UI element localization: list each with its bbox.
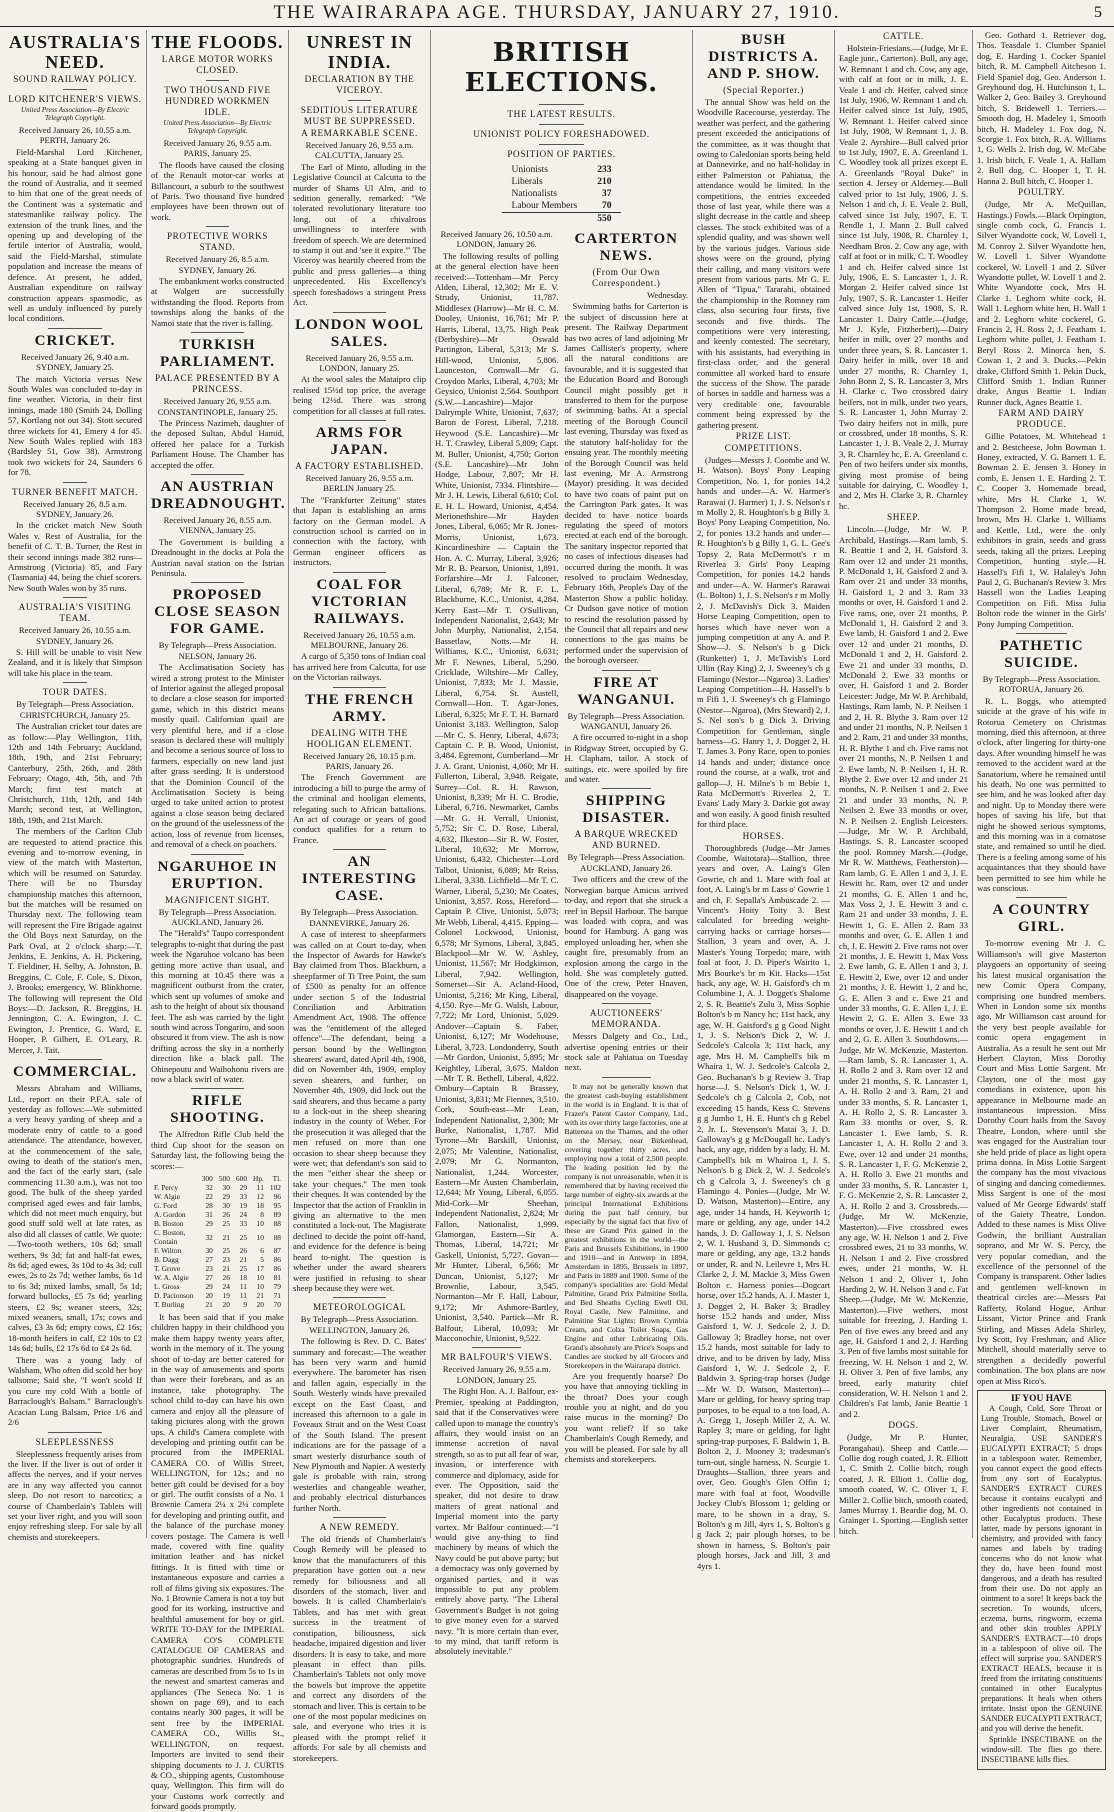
score-cell: 29 — [239, 1183, 248, 1193]
column-4 — [430, 30, 692, 1657]
party-name: Unionists — [511, 165, 548, 175]
shooter-name: W. A. Algie — [154, 1273, 189, 1283]
shooter-name: F. Percy — [154, 1183, 179, 1193]
shooter-name: G. Ford — [154, 1201, 177, 1211]
headline-rifle-shooting: RIFLE SHOOTING. — [170, 1093, 265, 1127]
score-cell: 10 — [256, 1273, 264, 1283]
article-body: The floods have caused the closing of the Renault motor-car works at Billancourt, a suburb to the southwest of Paris. Two thousand five hundred employees have been thrown out of work. — [151, 159, 284, 222]
dateline: Received January 26, 10.15 p.m. PARIS, January 26. — [303, 750, 416, 772]
wire-credit: United Press Association—By Electric Telegraph Copyright. — [163, 119, 272, 135]
divider — [48, 1432, 102, 1433]
table-row — [151, 1291, 284, 1300]
score-cell: 26 — [222, 1273, 230, 1283]
shooter-name: D. Pacionson — [154, 1291, 194, 1301]
headline-arms-for-japan: ARMS FOR JAPAN. — [315, 424, 404, 458]
dateline: Received January 26, 8.5 a.m. SYDNEY, January 26. — [23, 498, 127, 519]
score-cell: 9 — [243, 1300, 248, 1310]
dateline: By Telegraph—Press Association. ROTORUA, January 26. — [982, 673, 1101, 695]
party-positions-table — [502, 164, 622, 225]
headline-close-season: PROPOSED CLOSE SEASON FOR GAME. — [154, 587, 281, 638]
party-row — [502, 176, 622, 188]
score-cell: 31 — [205, 1210, 213, 1220]
score-cell: 21 — [205, 1300, 213, 1310]
article-body: The match Victoria versus New South Wales was concluded to-day in fine weather. Victoria, in their first innings, made 180 (Smith 24, Dolling 57, Kortlang not out 34). Stott secured three wickets for 41, Emery 4 for 45. New South Wales replied with 183 (Bardsley 51, Gow 38). Armstrong took two wickets for 24, Saunders 6 for 78. — [8, 373, 142, 478]
article-body: S. Hill will be unable to visit New Zealand, and it is likely that Simpson will take his place in the team. — [8, 647, 142, 678]
article-body: Gillie Potatoes, M. Whitehead 1 and 2. Bestcheese, John Bowman 1. Honey, extracted, V. G. Barnett 1. E. Bowman 2. E. Jensen 3. Honey in comb, E. Jensen 1. E. Harding 2. T. C. Cooper 3. Homemade bread, white, Mrs H. Clarke 1, W. Thompson 2. Home made bread, brown, Mrs H. Clarke 1. Williams and Kettle, Ltd., were the only exhibitors in grain, seeds and grass seeds, taking all the prizes. Leeping Competition, hunting style.—H. Hassell's Fifi 1, W. Halaley's John Paul 2, G. Buchanan's Review 3. Mrs Hassell won the Ladies Leaping Competition on Fifi. Miss Julia Bolton rode the winner in the Girls' Pony Jumping Competition. — [977, 431, 1106, 629]
dateline: By Telegraph—Press Association. AUCKLAND, January 26. — [158, 906, 277, 927]
subhead: A BARQUE WRECKED AND BURNED. — [574, 829, 678, 851]
divider — [602, 670, 651, 671]
score-cell: 32 — [205, 1183, 213, 1193]
dateline: Received January 26, 8.5 a.m. SYDNEY, January 26. — [165, 254, 270, 275]
score-cell: 89 — [273, 1210, 281, 1220]
article-body: The "Herald's" Taupo correspondent telegraphs to-night that during the past week the Ngaruhoe volcano has been getting more active than usual, and this morning at 10.45 there was a magnificent outburst from the crater, which sent up volumes of smoke and ash to the height of about six thousand feet. The ash was carried by the light south wind across Tongariro, and soon obscured it from view. The ash is now drifting across the sky in a northerly direction like a black pall. The Ohinepoutu and Waihohonu rivers are now a black swirl of water. — [151, 928, 284, 1084]
score-cell: 88 — [273, 1219, 281, 1229]
subhead: DECLARATION BY THE VICEROY. — [304, 74, 415, 95]
subhead: POSITION OF PARTIES. — [507, 149, 616, 159]
day: Wednesday. — [647, 290, 688, 300]
column-6 — [834, 30, 972, 1538]
ad-body: Sprinkle INSECTIBANE on the window-sill. The flies go there. INSECTIBANE kills flies. — [981, 1734, 1102, 1764]
dateline: Received January 26, 10.50 a.m. LONDON, January 26. — [440, 229, 553, 250]
party-seats: 37 — [601, 189, 612, 199]
headline-fire: FIRE AT WANGANUI. — [577, 674, 676, 708]
divider — [63, 482, 87, 483]
subhead: MR BALFOUR'S VIEWS. — [441, 1352, 553, 1363]
headline-french-army: THE FRENCH ARMY. — [305, 691, 414, 725]
dateline: Received January 26, 9.55 a.m. CALCUTTA, January 25. — [305, 140, 414, 161]
subhead: METEOROLOGICAL — [312, 1302, 407, 1313]
subhead: SLEEPLESSNESS — [35, 1436, 115, 1447]
score-cell: 18 — [256, 1201, 264, 1211]
score-cell: 26 — [239, 1246, 248, 1256]
divider — [48, 1059, 102, 1060]
dateline: By Telegraph—Press Association. CHRISTCHURCH, January 25. — [16, 699, 134, 720]
divider — [333, 312, 386, 313]
headline-shipping: SHIPPING DISASTER. — [582, 793, 671, 827]
article-body: A cargo of 5,350 tons of Indian coal has arrived here from Calcutta, for use on the Victorian railways. — [293, 651, 426, 683]
score-cell: 30 — [205, 1246, 213, 1256]
score-cell: 33 — [239, 1219, 248, 1229]
advertisement-balsam: There was a young lady of Walsham, Who often did scold her boy tallsome; Said she, "I won't scold If you cure my cold With a bottle of Barraclough's Balsam." Barraclough's Acacian Lung Balsam, Price 1/6 and 2/6 — [8, 1354, 142, 1428]
shooter-name: T. Grove — [154, 1264, 181, 1274]
shooter-name: T. Burling — [154, 1300, 185, 1310]
divider — [63, 89, 87, 90]
score-cell: 21 — [222, 1232, 230, 1242]
score-cell: 30 — [222, 1201, 230, 1211]
subhead: PALACE PRESENTED BY A PRINCESS. — [155, 373, 280, 395]
headline-pathetic-suicide: PATHETIC SUICIDE. — [999, 637, 1084, 671]
headline-british-elections: BRITISH ELECTIONS. — [464, 38, 659, 98]
party-seats: 233 — [597, 165, 612, 175]
table-row — [151, 1192, 284, 1201]
score-cell: 95 — [273, 1201, 281, 1211]
column-1 — [4, 30, 146, 1542]
divider — [333, 849, 386, 850]
dateline: By Telegraph—Press Association. WELLINGTON, January 26. — [300, 1314, 419, 1335]
newspaper-columns — [4, 30, 1110, 1812]
score-cell: 11 — [239, 1282, 248, 1292]
divider — [191, 474, 244, 475]
dateline: By Telegraph—Press Association. NELSON, January 26. — [158, 640, 277, 661]
dateline: Received January 26, 10.55 a.m. MELBOURNE, January 26. — [303, 629, 416, 650]
divider — [1016, 897, 1068, 898]
subhead: COMPETITIONS. — [724, 443, 803, 453]
table-row — [151, 1183, 284, 1192]
score-cell: 10 — [256, 1232, 264, 1242]
article-body: The following is Rev. D. C. Bates' summary and forecast:—The weather has been very warm and humid everywhere. The barometer has risen and fallen again, especially in the South. Westerly winds have prevailed except on the East Coast, and increased this afternoon to a gale in Foveaux Strait and on the West Coast of the South Island. The present indications are for the passage of a smart westerly disturbance south of New Plymouth and Napier. A westerly gale is probable with rain, strong westerlies and changeable weather, and probably electrical disturbances further North. — [293, 1336, 426, 1513]
page-number: 5 — [1094, 4, 1104, 21]
headline-cricket: CRICKET. — [34, 332, 116, 349]
table-row — [151, 1273, 284, 1282]
dateline: By Telegraph—Press Association. DANNEVIRKE, January 26. — [300, 907, 419, 928]
dateline: Received January 26, 9.40 a.m. SYDNEY, January 25. — [21, 351, 129, 373]
headline-ngaruhoe: NGARUHOE IN ERUPTION. — [157, 858, 278, 892]
subhead: (From Our Own Correspondent.) — [592, 267, 661, 288]
advertisement-sanders — [977, 1390, 1106, 1770]
score-cell: 79 — [273, 1282, 281, 1292]
column-3 — [288, 30, 430, 1763]
divider — [472, 1347, 521, 1348]
advertisement-cough: Are you frequently hoarse? Do you have that annoying tickling in the throat? Does your cough trouble you at night, and do you raise mucus in the morning? Do you want relief? If so take Chamberlain's Cough Remedy, and you will be pleased. For sale by all chemists and storekeepers. — [564, 1370, 688, 1465]
election-results: The following results of polling at the general election have been received:—Tottenham—Mr Percy Alden, Liberal, 12,302; Mr E. V. Strudy, Unionist, 11,787. Middlesex (Harrow)—Mr H. C. M. Dooley, Unionist, 16,761; Mr P. Harris, Liberal, 13,75. High Peak (Derbyshire)—Mr Oswald Partington, Liberal, 5,313; Mr S. Hill-wood, Unionist, 5,806. Launceston, Cornwall—Mr G. Croydon Marks, Liberal, 4,703; Mr Geysico, Unionist 2,564. Southport (S.W.—Lancashire)—Major Dalrymple White, Unionist, 7,637; Baron de Forest, Liberal, 7,218. Heywood (S.E. Lancashire)—Mr H. T. Crawley, Liberal 5,809; Capt. M. Buller, Unionist, 4,750; Gorton (S.E. Lancashire)—Mr John Hodge, Labour, 7,807; Mr H. White, Unionist, 7334. Flintshire—Mr J. H. Lewis, Liberal 6,610; Col. E. H. L. Howard, Unionist, 4,454. Merionethshire—Mr Hayden Jones, Liberal, 6,065; Mr R. Jones-Morris, Unionist, 1,673. Kincardineshire — Captain the Hon. A. C. Murray, Liberal, 3,926; Mr R. B. Pearson, Unionist, 1,891. Forfarshire—Mr J. Falconer, Liberal, 6,789; Mr R. F. L. Blackburne, K.C., Unionist, 4,284. Kerry East—Mr T. O'Sullivan, Independent Nationalist, 2,643; Mr John Murphy, Nationalist, 2,154. Bassetlaw, Notts.—Mr H. Williams, K.C., Unionist, 6,631; Mr F. Newnes, Liberal, 5,290. Cricklade, Wiltshire—Mr Calley, Unionist, 7,833; Mr J. Massie, Liberal, 6,754. St. Austell, Cornwall—Hon. T. Agar-Jones, Liberal, 6,325; Mr F. T. H. Barnard Unionist 3,183. Wellington, Salop—Mr C. S. Henry, Liberal, 4,673; Captain C. P. B. Wood, Unionist, 3,484. Egremont, Cumberland—Mr J. A. Grant, Unionist, 4,060; Mr H. Fullerton, Liberal, 3,948. Reigate, Surrey—Col. R. H. Rawson, Unionist, 8,339; Mr H. C. Brodie, Liberal, 6,716. Newmarket, Cambs—Mr G. H. Verrall, Unionist, 5,752; Sir C. D. Rose, Liberal, 4,632. Ilkeston—Sir R. W. Foster, Liberal, 10,632; Mr Morrow, Unionist, 6,432. Chichester—Lord Talbot, Unionist, 6,089; Mr Reiss, Liberal, 3,338. Lichfield—Mr T. C. Warner, Liberal, 5,230; Mr Coates, Unionist, 3,857. Ross, Hereford—Captain P. Clive, Unionist, 5,073; Mr Webb, Liberal, 4,415. Epping—Colonel Lockwood, Unionist, 6,578; Mr Symons, Liberal, 3,845. Blackpool—Mr W. W. Ashley, Unionist, 11,567; Mr Hodgkinson, Liberal, 7,942. Wellington, Somerset—Sir A. Acland-Hood, Unionist, 5,216; Mr King, Liberal, 4,150. Rye—Mr G. Walsh, Labour, 7,722; Mr Lord, Unionist, 5,029. Andover—Captain S. Faber, Unionist, 6,127; Mr Wodehouse, Liberal, 3,723. Londonderry, South—Mr Gordon, Unionist, 5,895; Mr Keightley, Liberal, 3,675. Maldon—Mr T. R. Bethell, Liberal, 4,822. Ombury—Captain R Brassey, Unionist, 3,831; Mr Fiennes, 3,510. Cork, South-east—Mr Lean, Independent Nationalist, 2,300; Mr Burke, Nationalist, 1,787. Mid Tyrone—Mr Barskill, Unionist, 2,075; Mr Valentine, Nationalist, 2,079; Mr G. Normanton, Nationalist, 1,244. Worcester, Eastern—Mr Austen Chamberlain, 12,644; Mr Young, Liberal, 6,055. Mid-Cork—Mr Sheehan, Independent Nationalist, 2,824; Mr Fallon, Nationalist, 1,999. Glamorgan, Eastern—Sir A. Thomas, Liberal, 14,721; Mr Gaskell, Unionist, 5,727. Govan—Mr Hunter, Liberal, 6,566; Mr Duncan, Unionist, 5,127; Mr Brownlie, Labour, 3,545. Normanton—Mr F. Hall, Labour, 9,172; Mr Ashmore-Bartley, Unionist, 3,540. Partick—Mr R. Balfour, Liberal, 10,093; Mr Macconochie, Unionist, 9,522. — [435, 250, 559, 1344]
subhead: PRIZE LIST. — [735, 431, 792, 441]
score-cell: 21 — [256, 1291, 264, 1301]
advertisement-camera: It has been said that if you make children happy in their childhood you make them happy twenty years after, worth in the memory of it. The young shoot of to-day are better catered for in the way of amusements and sports than were their forebears, and as an instance, take photography. The school child to-day can have his own camera and enjoy all the pleasure of taking pictures along with the grown ups. A child's Camera complete with developing and printing outfit can be procured from the IMPERIAL CAMERA CO. of Willis Street, WELLINGTON, for 12s.; and no better gift could be devised for a boy or girl. The outfit consists of a No. 1 Brownie Camera 2¼ x 2¼ complete for developing and printing outfit, and the balance of the purchase money covers postage. The Camera is well made, covered with fine quality imitation leather and has nickel fittings. It is fitted with time or instantaneous exposure and carries a roll of films giving six exposures. The No. 1 Brownie Camera is not a toy but good for its working, instructive and healthful amusement for boy or girl. WRITE TO-DAY for the IMPERIAL CAMERA CO'S COMPLETE CATALOGUE OF CAMERAS and photographic sundries. Hundreds of cameras are described from 5s to 1s in the newest and smartest cameras and appliances (The Seneca No. 1 is shown on page 69), and to each contains nearly 300 pages, it will be sent free by the IMPERIAL CAMERA CO., Willis St., WELLINGTON, on request. Importers are invited to send their shipping documents to J. J. CURTIS & CO., shipping agents, Customhouse quay, Wellington. This firm will do your Customs work correctly and forward goods promptly. — [151, 1312, 284, 1812]
article-body: The Australian cricket tour dates are as follow:—Play Wellington, 11th, 12th and 14th February; Auckland, 18th, 19th, and 21st February; Canterbury, 25th, 26th, and 28th February; Otago, 4th, 5th, and 7th March; first test match at Christchurch, 11th, 12th, and 14th March; second test, at Wellington, 18th, 19th, and 21st March. — [8, 721, 142, 825]
score-cell: 10 — [256, 1219, 264, 1229]
subhead: DOGS. — [888, 1420, 919, 1431]
shooter-name: A. Gordon — [154, 1210, 186, 1220]
divider — [191, 1088, 244, 1089]
score-cell: 21 — [222, 1264, 230, 1274]
party-row — [502, 164, 622, 176]
article-body: A fire occurred to-night in a shop in Ridgway Street, occupied by G. H. Clapham, tailor. A stock of suitings, etc. were spoiled by fire and water. — [564, 732, 688, 785]
shooter-name: C. Boston, Contain — [154, 1228, 186, 1247]
shooter-name: L. Gross — [154, 1282, 180, 1292]
subhead: CATTLE. — [883, 31, 924, 41]
divider — [1016, 633, 1068, 634]
ad-heading: IF YOU HAVE — [1011, 1393, 1072, 1404]
article-body: The Alfredton Rifle Club held the third Cup shoot for the season on Saturday last, the following being the scores:— — [151, 1129, 284, 1171]
score-cell: 25 — [239, 1232, 248, 1242]
subhead: MAGNIFICENT SIGHT. — [165, 894, 270, 905]
divider — [602, 1077, 651, 1078]
score-cell: 70 — [273, 1300, 281, 1310]
divider — [333, 572, 386, 573]
divider — [191, 582, 244, 583]
ad-body: A Cough, Cold, Sore Throat or Lung Trouble, Stomach, Bowel or Liver Complaint, Rheumatism, Neuralgia, USE SANDER'S EUCALYPTI EXTRACT; 5 drops in a tablespoon water. Remember, you cannot expect the good effects from any sort of Eucalyptus. SANDER'S EXTRACT CURES because it contains eucalypti and other ingredients not contained in other Eucalyptus products. These latter, made by persons ignorant in chemistry, and provided with fancy names and labels by trading concerns who do not know what they do, have been found most dangerous, and a death has resulted from their use. Do not apply an ointment to a sore! It keeps back the secretion. To wounds, ulcers, eczema, burns, ringworm, eczema and other skin troubles APPLY SANDER'S EXTRACT—10 drops in a tablespoon of olive oil. The effect will surprise you. SANDER'S EXTRACT HEALS, because it is freed from the irritating constituents contained in other Eucalyptus preparations. It heals when others irritate. Insist upon the GENUINE SANDER EUCALYPTI EXTRACT, and you will derive the benefit. — [981, 1403, 1102, 1733]
party-seats: 70 — [601, 201, 612, 211]
score-cell: 27 — [205, 1255, 213, 1265]
score-cell: 10 — [256, 1282, 264, 1292]
shooter-name: B. Boston — [154, 1219, 184, 1229]
table-row — [151, 1246, 284, 1255]
table-row — [151, 1201, 284, 1210]
article-body: (Judge, Mr A. McQuillan, Hastings.) Fowls.—Black Orpington, single comb cock, G. Francis 1. Silver Wyandotte cock, W. Lovell 1, M. Conroy 2. Silver Wyandotte hen, W. Lovell 1. Silver Wyandotte cockerel, W. Lovell 1 and 2. Silver Wyandotte pullet, W. Lovell 1 and 2. White Wyandotte cock, Mrs H. Clarke 1. Leghorn white cock, H. Wall 1. Leghorn white hen, H. Wall 1 and 2. Leghorn white cockerel, G. Francis 2, H. Ross 2, J. Featham 1. Leghorn white pullet, J. Featham 1. Beryl Ross 2. Minorca hen, S. Cowan 1, 2 and 3. Ducks.—Pekin drake, Clifford Smith 1. Pekin Duck, Clifford Smith 1. Indian Runner drake, Angus Beattie 1. Indian Runner duck, Agnes Beattie 1. — [977, 199, 1106, 407]
subhead: PROTECTIVE WORKS STAND. — [166, 231, 269, 253]
subhead: DEALING WITH THE HOOLIGAN ELEMENT. — [306, 727, 413, 749]
headline-turkish-parliament: TURKISH PARLIAMENT. — [159, 337, 276, 371]
scores-header-cell: Tl. — [272, 1174, 281, 1184]
wire-credit: United Press Association—By Electric Telegraph Copyright. — [21, 106, 129, 122]
score-cell: 17 — [256, 1264, 264, 1274]
shooter-name: B. Dagg — [154, 1255, 179, 1265]
article-body: The "Frankfurter Zeitung" states that Japan is establishing an arms factory on the German model. A construction school is carried on in connection with the factory, with German engineer officers as instructors. — [293, 494, 426, 568]
subhead: A FACTORY ESTABLISHED. — [295, 460, 424, 471]
score-cell: 11 — [256, 1183, 264, 1193]
divider — [333, 1297, 386, 1298]
score-cell: 19 — [239, 1201, 248, 1211]
headline-unrest-in-india: UNREST IN INDIA. — [306, 32, 413, 72]
party-name: Liberals — [511, 177, 543, 187]
subhead: LARGE MOTOR WORKS CLOSED. — [161, 54, 274, 75]
divider — [206, 80, 230, 81]
table-row — [151, 1210, 284, 1219]
score-cell: 88 — [273, 1232, 281, 1242]
dateline: By Telegraph—Press Association. WANGANUI, January 26. — [567, 710, 685, 732]
article-body: Messrs Abraham and Williams, Ltd., report on their P.F.A. sale of yesterday as follows:—We submitted a very heavy yarding of sheep and a moderate entry of cattle to a good attendance. The attendance, however, at the commencement of the sale, owing to death of the station's men, and the fact of the early start, (sale commencing 11.30 a.m.), was not too good. The bulk of the sheep yarded comprised aged ewes and fair lambs, which did not meet much enquiry, but good stuff sold well at late rates, as also did all classes of cattle. We quote:—Two-tooth wethers, 10s 6d; small wethers, 9s 3d; fat and half-fat ewes, 8s 6d; aged ewes, 3s 10d to 4s 3d; cull ewes, 2s to 2s 7d; wether lambs, 6s 1d to 6s 3d; mixed lambs, small, 5s 1d; forward bullocks, £5 7s 6d; yearling steers, £2 9s; weaner steers, 32s; mixed weaners, small, 17s; cows and calves, £3 3s 6d; empty cows, £2 16s; 18-month heifers in calf, £2 10s to £2 14s 6d; bulls, £2 17s 6d to £4 2s 6d. — [8, 1083, 142, 1354]
divider — [348, 100, 372, 101]
headline-country-girl: A COUNTRY GIRL. — [992, 902, 1091, 936]
article-body: In the cricket match New South Wales v. Rest of Australia, for the benefit of C. T. B. Turner, the Rest in their second innings made 382 runs—Armstrong (Victoria) 85, and Fary (Tasmania) 44, being the chief scorers. New South Wales won by 35 runs. — [8, 520, 142, 593]
article-body: Swimming baths for Carterton is the subject of discussion here at present. The Railway Department has two acres of land adjoining Mr James Callister's property, where all the natural conditions are favourable, and it is suggested that the Education Board and Borough Council might possibly get it transferred to them for the purpose of swimming baths. At a special meeting of the Borough Council last evening, Thursday was fixed as the statutory half-holiday for the ensuing year. The monthly meeting of the Borough Council was held last evening, Mr A. Armstrong (Mayor) presiding. It was decided to have two coats of paint put on the Carrington Park gates. It was decided to have notice boards regulating the speed of motors erected at each end of the borough. The sanitary inspector reported that no cases of infectious diseases had occurred during the month. It was resolved to proclaim Wednesday, February 16th, People's Day of the Masterton Show a public holiday. Cr Dudson gave notice of motion to rescind the resolution passed by the Council that all repairs and new connections to the gas mains be performed under the supervision of the borough overseer. — [564, 301, 688, 666]
subhead: A REMARKABLE SCENE. — [301, 128, 418, 138]
dateline: Received January 26, 9.55 a.m. LONDON, January 25. — [442, 1364, 551, 1385]
score-cell: 25 — [222, 1246, 230, 1256]
dateline: Received January 26, 10.55 a.m. SYDNEY, January 26. — [18, 625, 132, 646]
article-body: The Right Hon. A. J. Balfour, ex-Premier, speaking at Paddington, said that if the Conservatives were called upon to manage the country's affairs, they would insist on an immense accretion of naval strength, so as to put all fear of war, invasion, or interference with commerce and diplomacy, aside for ever. The Opposition, said the speaker, did not desire to draw matters of great national and Imperial moment into the party vortex. Mr Balfour continued:—"I would give any-thing to find machinery by means of which the Navy could be put above party; but a democracy was only governed by organised parties, and it was impossible to put any problem entirely above party. "The Liberal Government's Budget is not going to give money even for a starved navy. "It is more certain than ever, to my mind, that tariff reform is absolutely inevitable." — [435, 1386, 559, 1657]
score-cell: 11 — [239, 1291, 248, 1301]
scores-header-cell: Hp. — [253, 1174, 264, 1184]
score-cell: 81 — [273, 1273, 281, 1283]
shooter-name: W. Algie — [154, 1192, 181, 1202]
article-body: Geo. Gothard 1. Retriever dog, Thos. Teasdale 1. Clumber Spaniel dog, E. Harding 1. Cocker Spaniel bitch, R. M. Campbell Aitcheson 1. Field Spaniel dog, Geo. Anderson 1. Greyhound dog, H. Hutchinson 1, L. Walker 2, Geo. Bailey 3. Greyhound bitch, S. Bridewell 1. Terriers.—Smooth dog, H. Madeley 1, Smooth bitch, H. Madeley 1. Fox dog, N. Scorgie 1. Fox bitch, R. A. Williams 1, G. Wells 2. Irish dog, W. McCabe 1. Irish bitch, F. Veale 1, A. Hallam 2. Bull dog, C. Hooper 1, T. H. Hanna 2. Bull bitch, C. Hooper 1. — [977, 30, 1106, 186]
total-seats: 550 — [587, 213, 621, 226]
dateline: Received January 26, 9.55 a.m. PARIS, January 25. — [163, 138, 272, 159]
score-cell: 29 — [222, 1192, 230, 1202]
article-body: At the wool sales the Mataipro clip realised 15½d top price, the average being 12½d. There was strong competition for all classes at full rates. — [293, 374, 426, 416]
subhead: TOUR DATES. — [42, 687, 108, 698]
headline-wool-sales: LONDON WOOL SALES. — [295, 316, 424, 350]
elections-right — [565, 229, 689, 1658]
headline-commercial: COMMERCIAL. — [13, 1064, 137, 1081]
divider — [539, 104, 585, 105]
score-cell: 25 — [239, 1264, 248, 1274]
score-cell: 32 — [205, 1232, 213, 1242]
score-cell: 28 — [205, 1201, 213, 1211]
article-body: The members of the Carlton Club are requested to attend practice this evening and to-morrow evening, in view of the match with Masterton, which will be resumed on Saturday. There will be no Thursday championship matches this afternoon, but the matches will be resumed on Thursday next. The following team will represent the Fire Brigade against the Old Boys next Saturday, on the Park Oval, at 2 o'clock sharp:—T. Jenkins, E. Jenkins, A. H. Pickering, T. Fieldiner, H. Selby, A. Johnston, B. Breggins, C. Cole, F. Cole, S. Dixon, J. Brooks; emergency, W. Blinkhorne. The following will represent the Old Boys:—D. Jackson, R. Breggins, H. Jennington, C. A. Ewington, J. C. Ewington, J. Prentice, G. Ward, E. Hooper, P. Gilbert, E. O'Leary, R. Mercer, J. Tait. — [8, 826, 142, 1055]
score-cell: 24 — [239, 1210, 248, 1220]
column-5 — [692, 30, 834, 1571]
subhead: HORSES. — [742, 830, 785, 841]
score-cell: 33 — [239, 1192, 248, 1202]
score-cell: 86 — [273, 1255, 281, 1265]
masthead-title: THE WAIRARAPA AGE. THURSDAY, JANUARY 27, 1910. — [273, 2, 841, 23]
article-body: (Judge, Mr P. Hunter, Porangahau). Sheep and Cattle.—Collie dog rough coated, J. R. Elliott 1, C. Smith 2. Collie bitch, rough coated, J. R. Elliott 1. Collie dog, smooth coated, W. C. Oliver 1, F. Miller 2. Collie bitch, smooth coated, James Murray 1. Beardie dog, M. O. Grainger 1. Sporting.—English setter bitch. — [839, 1432, 968, 1536]
score-cell: 23 — [205, 1264, 213, 1274]
headline-the-floods: THE FLOODS. — [151, 32, 284, 52]
subhead: TWO THOUSAND FIVE HUNDRED WORKMEN IDLE. — [164, 85, 271, 117]
table-row — [151, 1264, 284, 1273]
dateline: Received January 26, 9.55 a.m. CONSTANTINOPLE, January 25. — [157, 396, 278, 417]
score-cell: 24 — [222, 1282, 230, 1292]
divider — [602, 788, 651, 789]
article-body: Lincoln.—(Judge, Mr W. P. Archibald, Hastings.—Ram lamb, S. R. Beattie 1 and 2, H. Gaisford 3. Ram over 12 and under 21 months, P. McDonald 1, H. Gaisford 2 and 3. Ram over 21 and under 33 months, H. Gaisford 1, 2 and 3. Ram 33 months or over, H. Gaisford 1 and 2. Five rams, one, over 21 months, P. McDonald 1, H. Gaisford 2 and 3. Ewe lamb, H. Gaisford 1 and 2. Ewe over 12 and under 21 months, D. McDonald 1 and 2, H. Gaisford 2. Ewe 21 and under 33 months, D. McDonald 2. Ewe 33 months or over, H. Gaisford 1 and 2. Border Leicester: Judge, Mr W. P. Archibald, Hastings, Ram lamb, N. P. Neilsen 1 and 2, H. R. Blythe 3. Ram over 12 and under 21 months, N. P. Neilsen 1 and 2. Ram, 21 and under 33 months, H. R. Blythe 1 and ch. Five rams not over 21 months, N. P. Neilsen 1 and 2. Ewe lamb, N. P. Neilsen 1, H. R. Blythe 2. Ewe over 12 and under 21 months, N. P. Neilsen 1 and 2. Ewe 21 and under 33 months, N. P. Neilsen 2. Ewe 33 months or over, N. P. Neilsen 2. English Leicesters.—Judge, Mr W. P. Archibald, Hastings. S. R. Lancaster scooped the pool. Romney Marsh.—(Judge, Mr R. W. Matthews, Featherston)—Ram lamb, G. E. Allen 1 and 3, J. E. Hewitt hc. Ram, over 12 and under 21 months, G. E. Allen 1 and hc, Max Voss 2, J. E. Hewitt 3 and c. Ram 21 and under 33 months, J. E. Hewitt 1, G. E. Allen 2. Ram 33 months and over, G. E. Allen 1 and ch, J. E. Hewitt 2. Five rams not over 21 months, J. E. Hewitt 1, Max Voss 2. Ewe lamb, G. E. Allen 1 and 3, J. E. Hewitt 2, Ewe, over 12 and under 21 months, J. E. Hewitt 1, 2 and hc, G. E. Allen 3 and c. Ewe 21 and under 33 months, G. E. Allen 1, J. E. Hewitt 2, G. E. Allen 3. Ewe 33 months or over, J. E. Hewitt 1 and ch and 2, G. E. Allen 3. Southdowns.—Judge, Mr W. McKenzie, Masterton.—Ram lamb, S. R. Lancaster 1, A. H. Rollo 2 and 3. Ram over 12 and under 21 months, S. R. Lancaster 1, A. H. Rollo 2 and 3. Ram, 21 and under 33 months, S. R. Lancaster 1, A. H. Rollo 2, S. R. Lancaster 3. Ram 33 months or over, S. R. Lancaster 1. Ewe lamb, S. R. Lancaster 1, A. H. Rollo 2 and 3. Ewe, over 12 and under 21 months, S. R. Lancaster 1, F. G. McKenzie 2, A. H. Rollo 3. Ewe 21 months and under 33 months, S. R. Lancaster 1, F. G. McKenzie 2, S. R. Lancaster 2, A. H. Rollo 2 and 3. Crossbreds.—(Judge, Mr W. McKenzie, Masterton).—Five crossbred ewes any age, W. H. Nelson 1 and 2. Five crossbred ewes, 21 to 33 months, W. H. Nelson 1 and 2. Five crossbred ewes, under 21 months, W. H. Nelson 1 and 2, Oliver 1, John Harding 2, W. H. Nelson 3 and c. Fat Sheep.—(Judge, Mr W. McKenzie, Masterton).—Five wethers, most suitable for freezing, J. Harding 1. Pen of five ewes any breed and any age, H. Gaisford 1 and 2, J. Harding 3. Pen of five lambs most suitable for freezing, W. H. Nelson 1 and 2, W. H. Oliver 3. Pen of five lambs, any breed, early maturity chief consideration, W. H. Nelson 1 and 2. Children's Fat lamb, Janie Beattie 1 and 2. — [839, 524, 968, 1419]
article-body: R. L. Boggs, who attempted suicide at the grave of his wife in Rotorua Cemetery on Christmas morning, died this afternoon, at three o'clock, after lingering for thirty-one days. After wounding himself he was removed to the accident ward at the Sanatorium, where he remained until his death. No one was permitted to see him, and he was looked after day and night. Up to Monday there were hopes of saving his life, but that night he showed serious symptoms, and this morning was in a comatose state, and remained so until he died. There is a feeling among some of his acquaintances that they should have been permitted to see him while he was conscious. — [977, 695, 1106, 894]
article-body: The annual Show was held on the Woodville Racecourse, yesterday. The weather was perfect, and the gathering present exceeded the anticipations of the committee, as it was thought that owing to Caledonian sports being held at Dannevirke, and no half-holiday in either Palmerston or Pahiatua, the attendance would be limited. In the competitions, the entries exceeded those of last year, while there was a slight decrease in the cattle and sheep classes. The stock exhibited was of a splendid quality, and was shown well by the various judges. Various side shows were on the ground, plying their calling, and many visitors were present from various parts. Mr G. E. Allen of "Tipua," Tararahi, obtained the championship in the Romney ram class, also securing four firsts, five seconds and five thirds. The competitions were very interesting, and keenly contested. The secretary, with his assistants, had everything in first-class order, and the general committee all worked hard to ensure the success of the Show. The parade of horses in saddle and harness was a very creditable one, favourable comment being expressed by the gathering present. — [697, 97, 830, 430]
divider — [602, 1003, 651, 1004]
elections-body — [435, 229, 688, 1658]
article-body: Field-Marshal Lord Kitchener, speaking at a State banquet given in his honour, said he had almost gone the round of Australia, and it seemed to him that one of the great needs of the Continent was a systematic and statesmanlike railway policy. The extension of the trunk lines, and the opening up and developing of the fertile interior of Australia, would, said the Field-Marshal, stimulate population and increase the means of defence. At present, he added, Australian expenditure on railway construction appears spasmodic, as well as unduly influenced by purely local conditions. — [8, 146, 142, 324]
subhead: (Special Reporter.) — [723, 85, 804, 95]
subhead: FARM AND DAIRY PRODUCE. — [998, 408, 1085, 430]
elections-left — [435, 229, 559, 1658]
subhead: TURNER BENEFIT MATCH. — [11, 486, 138, 497]
scores-header-cell: 500 — [218, 1174, 230, 1184]
subhead: AUSTRALIA'S VISITING TEAM. — [18, 602, 132, 624]
headline-carterton: CARTERTON NEWS. — [574, 231, 679, 264]
score-cell: 20 — [256, 1300, 264, 1310]
divider — [333, 687, 386, 688]
article-body: A case of interest to sheepfarmers was called on at Court to-day, when the Inspector of Awards for Hawke's Bay claimed from Thos. Blackburn, a sheepfarmer of Ti Tree Point, the sum of £500 as penalty for an offence under section 5 of the Industrial Conciliation and Arbitration Amendment Act, 1908. The offence was the "entitlement of the alleged offence"—The defendant, being a person bound by the Wellington shearers' award, dated April 4th, 1908, did on November 4th, 1909, employ seven shearers, and further, on November 4th, 1909, did lock out the said shearers, and thus became a party to a lock-out in the sheep shearing industry in the county of Weber. For the prosecution it was alleged that the men refused on more than one occasion to shear sheep because they were wet; that defendant's son said to the men "either shear the sheep or take your cheques." The men took their cheques. It was contended by the Inspector that the action of Franklin in giving an alternative to the men constituted a lock-out. The Magistrate declined to decide the point off-hand, and evidence for the defence is being heard to-night. The question is whether under the award shearers were justified in refusing to shear sheep because they were wet. — [293, 929, 426, 1293]
masthead — [0, 0, 1114, 27]
divider — [333, 1517, 386, 1518]
score-cell: 30 — [222, 1183, 230, 1193]
score-cell: 21 — [239, 1255, 248, 1265]
dateline: By Telegraph—Press Association. AUCKLAND, January 26. — [567, 852, 685, 873]
divider — [206, 226, 230, 227]
score-cell: 86 — [273, 1264, 281, 1274]
divider — [191, 332, 244, 333]
score-cell: 5 — [260, 1255, 264, 1265]
score-cell: 29 — [205, 1219, 213, 1229]
subhead: SHEEP. — [887, 512, 920, 523]
score-cell: 87 — [273, 1246, 281, 1256]
divider — [63, 682, 87, 683]
article-body: The Acclimatisation Society has wired a strong protest to the Minister of Interior against the alleged proposal to declare a close season for imported game, which in this district means mostly quail. Californian quail are very plentiful here, and if a close season is declared these will multiply and become a serious source of loss to farmers, especially on new land just after grass seeding. It is understood that the Dominion Council of the Acclimatisation Society is being urged to take united action to protest against a close season being declared on the ground of the uselessness of the action, loss of revenue from licenses, and removal of a check on poachers. — [151, 662, 284, 850]
article-body: To-morrow evening Mr J. C. Williamson's will give Masterton playgoers an opportunity of seeing his latest musical organisation the new Comic Opera Company, comprising one hundred members. When in London some six months ago, Mr Williamson cast around for the very best people available for comic opera engagement in Australia. As a result he sent out Mr Herbert Clayton, Miss Dorothy Court and Miss Lottie Sargent. Mr Clayton, one of the most gay comedians in existence, upon his appearance in Melbourne made an instantaneous impression. Miss Dorothy Court hails from the Savoy Theatre, London, where until she was engaged for the Australian tour she held pride of place as light opera prima donna. In Miss Lottie Sargent the company has the most vivacious of singing and dancing comediennes. Miss Sargent is one of the most valued of Mr George Edwards' staff of the Gaiety Theatre, London. Added to these names is Miss Olive Godwin, the brilliant Australian soprano, and Mr W. S. Percy, the very popular comedian, and the excellence of the personnel of the Company is transparent. Other ladies and gentlemen well-known in theatrical circles are:—Messrs Pat Rafferty, Roland Hogue, Arthur Lissant, Victor Prince and Frank Stirling, and Misses Adela Shirley, Ivy Scott, Ivy Freshman, and Alice Mitchell, should materially serve to strengthen a decidedly powerful combination. The box plans are now open at Miss Rico's. — [977, 938, 1106, 1386]
divider — [48, 328, 102, 329]
party-seats: 210 — [597, 177, 612, 187]
score-cell: 12 — [256, 1192, 264, 1202]
advertisement-remedy: The old friends of Chamberlain's Cough Remedy will be pleased to know that the manufacturers of this preparation have gotten out a new remedy for biliousness and all disorders of the stomach, liver and bowels. It is called Chamberlain's Tablets, and has met with great success in the treatment of constipation, biliousness, sick headache, impaired digestion and liver disorders. It is easy to take, and more pleasant in effect than pills. Chamberlain's Tablets not only move the bowels but improve the appetite and correct any disorders of the stomach and liver. This is certain to be one of the most popular medicines on sale, and everyone who tries it is pleased with the prompt relief it affords. For sale by all chemists and storekeepers. — [293, 1534, 426, 1763]
article-body: The Government is building a Dreadnought in the docks at Pola the Austrian naval station on the Istrian Peninsula. — [151, 536, 284, 578]
table-row — [151, 1255, 284, 1264]
subhead: POULTRY. — [1018, 187, 1065, 198]
divider — [191, 854, 244, 855]
scores-header-cell: 600 — [235, 1174, 248, 1184]
table-row — [151, 1219, 284, 1228]
score-cell: 6 — [260, 1246, 264, 1256]
divider — [539, 124, 585, 125]
article-body: The French Government are introducing a bill to purge the army of the criminal and hooligan elements, relegating such to African battalions. An act of courage or years of good conduct qualifies for a return to France. — [293, 772, 426, 845]
article-body: Holstein-Friesians.—(Judge, Mr E. Eagle junr., Carterton). Bull, any age, W. Remnant 1 and ch. Cow, any age, with calf at foot or in milk, J. E. Veale 1 and ch. Heifer, calved since 1st July, 1906, W. Remnant 1 and ch. Heifer calved since 1st July, 1905, W. Remnant 1. Heifer calved since 1st July, 1908, W Remnant 1, J. B. Veale 2. Ayrshire—Bull calved prior to 1st July, 1907, E. A. Greenland 1. C. Woodley took all prizes except E. A. Greenlands "Royal Duke" in section 4. Jersey or Alderney.—Bull calved prior to 1st July, 1906, J. S. Nelson 1 and ch, J. E. Veale 2. Bull, calved since 1st July, 1907, E. T. Rendle 1, J. Mann 2. Bull calved since 1st July, 1908, R. Charnley 1, Needham Bros. 2. Cow any age, with calf at foot or in milk, C. T. Woodley 1 and ch. Heifer calved since 1st July, 1906, E. S. Lancaster 1, J. R. Morgan 2. Heifer calved since 1st July, 1907, S. R. Lancaster 1. Heifer calved since July 1st, 1908, S. R. Lancaster 1. Dairy Cattle.—(Judge, Mr J. Kyle, Fitzherbert),—Dairy heifer in milk, over 27 months and under three years, S. R. Lancaster 1. Dairy heifer in milk, over 18 and under 27 months, R. Charnley 1, John Bonn 2, S. R. Lancaster 3, Mrs H. Clarke c. Two crossbred dairy heifers, not in milk, under two years, S. R. Lancaster 1, John Murray 2. Two dairy heifers not in milk, pure or crossbred, under 18 months, S. R. Lancaster 1, J. B. Veale 2, J. Murray 3, R. Charnley hc, E. A. Greenland c. Pen of two heifers under six months, giving most promise of being suitable for dairying, C. Woodley 1, and 2, Mrs H. Clarke 3, R. Charnley hc. — [839, 43, 969, 511]
article-body: (Judges—Messrs J. Coombe and W. H. Watson). Boys' Pony Leaping Competition, No. 1, for ponies 14.2 hands and under—A. W. Harmer's Rarawai (J. Harmer) 1, J. S. Nelson's r m Molly 2, R. Houghton's b g Billy 3. Boys' Pony Leaping Competition, No. 2, for ponies 13.2 hands and under—R. Houghton's b g Billy 1, G. L. Gee's Topsy 2, Rata McDermott's r m Riverlea 3. Girls' Pony Leaping Competition, for ponies 14.2 hands and under—A. W. Harmer's Rarawai (L. Bolton) 1, J. S. Nelson's r m Molly 2, J. McDavish's Dick 3. Maiden Horse Leaping Competition, open to horses which have never won a jumping competition at any A. and P. Show—J. S. Nelson's b g Dick (Runketter) 1, J. McTavish's Lord Ullin (Ray King) 2, J. Sweeney's ch g Flamingo (Nestor—Ngaroa) 3. Ladies' Leaping Competition—H. Hassell's b m Fifi 1, J. Sweeney's ch g Flamingo (Nestor—Ngaroa), (Mrs Steward) 2, J. S. Nel son's b g Dick 3. Driving Competition for Gentleman, single harness—G. Hanry 1, J. Dogget 2, H. T. James 3. Pony Race, open to ponies 14 hands and under; distance once round the course, at a walk, trot and gallop—J. H. Milne's b m Bebie 1, Rata McDermott's Riverlea 2, T. Evans' Lady Mary 3. Darkie got away and won easily. A good finish resulted for third place. — [697, 455, 830, 830]
article-body: Messrs Dalgety and Co., Ltd., advertise opening entries or their stock sale at Pahiatua on Tuesday next. — [564, 1031, 688, 1073]
divider — [539, 144, 585, 145]
score-cell: 23 — [222, 1255, 230, 1265]
subhead: THE LATEST RESULTS. — [507, 109, 616, 119]
headline-australias-need: AUSTRALIA'S NEED. — [8, 32, 142, 72]
score-cell: 19 — [222, 1291, 230, 1301]
headline-interesting-case: AN INTERESTING CASE. — [301, 854, 418, 905]
subhead: UNIONIST POLICY FORESHADOWED. — [473, 129, 650, 139]
divider — [333, 420, 386, 421]
score-cell: 26 — [222, 1210, 230, 1220]
score-cell: 96 — [273, 1192, 281, 1202]
article-body: The embankment works constructed at Walgett are successfully withstanding the flood. Reports from townships along the banks of the Namoi state that the river is falling. — [151, 276, 284, 328]
scores-header-cell — [151, 1174, 199, 1183]
dateline: Received January 26, 10.55 a.m. PERTH, January 26. — [18, 125, 132, 146]
subhead: SOUND RAILWAY POLICY. — [13, 74, 137, 84]
table-row — [151, 1282, 284, 1291]
subhead: A NEW REMEDY. — [319, 1522, 400, 1533]
score-cell: 27 — [205, 1273, 213, 1283]
dateline: Received January 26, 9.55 a.m. LONDON, January 25. — [305, 352, 414, 373]
table-row — [151, 1228, 284, 1246]
score-cell: 29 — [205, 1282, 213, 1292]
table-row — [151, 1300, 284, 1309]
headline-austrian-dreadnought: AN AUSTRIAN DREADNOUGHT. — [151, 478, 286, 512]
score-cell: 20 — [222, 1300, 230, 1310]
article-body: The Earl of Minto, alluding in the Legislative Council at Calcutta to the murder of Shams Ul Alm, and to sedition generally, remarked: "We tolerated revolutionary literature too long, out of a chivalrous unwillingness to interfere with freedom of speech. We are determined to stamp it out and 'see it expire.'" The Viceroy was heartily cheered from the public and press galleries—a thing unprecedented. His Excellency's speech foreshadows a stringent Press Act. — [293, 161, 426, 308]
party-row — [502, 200, 622, 213]
score-cell: 71 — [273, 1291, 281, 1301]
party-row — [502, 188, 622, 200]
divider — [63, 597, 87, 598]
column-2 — [146, 30, 288, 1812]
article-body: The Princess Nazimeh, daughter of the deposed Sultan, Abdul Hamid, offered her palace for a Turkish Parliament House. The Chamber has accepted the offer. — [151, 417, 284, 470]
article-body: Thoroughbreds (Judge—Mr James Coombe, Waitotara)—Stallion, three years and over, A. Laing's Glen Gowrie, ch and 1. Mare with foal at foot, A. Laing's br m Lass o' Gowrie 1 and ch, F. Sepalla's Ambuscade 2. — Vincent's Hoity Toity 3. Best calculated for breeding weight-carrying hacks or carriage horses—Stallion, 3 years and over, A. J. Master's Young Torpedo; mare, with foal at foot, J. D. Piper's Wairito 1, Mrs Bourke's br m Kit. Hacks—15st hack, any age, W. H. Gaisford's ch m Columbine 1, A. J. Dogget's Shalome 2, S. R. Beattie's Zulu 3, Miss Sophie Bolton's b m Nancy hc; 11st hack, any age, W. H. Gaisford's g g Good Night 1, J. S. Nelson's Dick 2, W. J. Sedcole's Calcola 3; 11st hack, any age, Mrs H. M. Campbell's bik m Whaira 1, W. J. Sedcole's Calcola 2, Geo. Buchanan's b g Review 3. Trap horse—J. S. Nelson's Dick 1, W. J. Sedcole's ch g Calcola 2, Cob, not exceeding 15 hands, Kess C. Stevens g g Jumbo 1, H. E. Hunt's ch g Rebel 2, Jr. L. Stevenson's Matai 3, J. D. Galloway's g g McDougall hc. Lady's hack, any age, ridden by a lady, H. M. Campbell's bik m Whairoa 1, J. S. Nelson's b g Dick 2, W. J. Sedcole's ch g Calcola 3, J. Sweeney's ch g Flamingo 4. Ponies—(Judge, Mr W. D. Watson, Masterton)—Entire, any age, under 14 hands, H. Keyworth 1; mare or gelding, any age, under 14.2 hands, J. D. Galloway 1, J. S. Nelson 2, W. I. Husband 3, D. Simmonds c; mare or gelding, any age, 13.2 hands or under, R. and N. Leilevre 1, Mrs H. Clarke 2, J. M. Mackie 3, Miss Gwen Bolton c. Harness ponies—Dogcart horse, over 15.2 hands, A. J. Master 1, J. Dogget 2, H. Baker 3; Bradley horse 15.2 hands and under, Miss Gaisford 1, W. J. Sedcole 2, J. D. Galloway 3; Bradley horse, not over 15.2 hands, most suitable for lady to drive, and to be driven by lady, Miss Gaisford 1, W. J. Sedcole 2, F. Baldwin 3. Spring-trap horses (Judge—Mr W. D. Watson, Masterton)—Mare or gelding, for heavy spring trap purposes, to be equal to a ton load, A. A. Gregg 1, Joseph Miller 2, A. W. Rapley 3; mare or gelding, for light spring-trap purposes, F. Baldwin 1, B. Bolton 2, J. Mooney 3; tradesman's turn-out, single harness, N. Scurgie 1. Draughts—Stallion, three years and over, Geo. Gough's Glen Offin 1; mare with foal at foot, Woodville Jockey Club's Blossom 1; gelding or mare, to be shown in a dray, S. Bolton's g m Jill, 4yrs 1, S. Bolton's g g Jack 2; pair plough horses, to be shown in harness, S. Bolton's pair plough horses, Jack and Jill, 3 and 4yrs 1. — [697, 842, 830, 1571]
party-name: Nationalists — [511, 189, 557, 199]
column-7 — [972, 30, 1110, 1764]
headline-coal: COAL FOR VICTORIAN RAILWAYS. — [311, 576, 408, 627]
score-cell: 22 — [205, 1192, 213, 1202]
advertisement-candles: It may not be generally known that the greatest cash-buying establishment in the world is in England. It is that of Frazer's Patent Castor Company, Ltd., with its over thirty large factories, one at Battersea on the Thames, and the other on the Mersey, near Birkenhead, covering together thirty acres, and employing now a total of 2,500 people. The leading position led by the company is not unreasonable, when it is remembered that by having received the large number of eighty-six awards at the principal International Exhibitions during the past half century, but especially by the signal fact that five of these are Grand Prix gained in the greatest exhibitions in the world—the Paris and Brussels Exhibitions, in 1900 and 1910—and in Antwerp in 1894, Amsterdam in 1895, Brussels in 1897, and Paris in 1889 and 1900. Some of the company's specialities are: Gold Medal Palmitine, Grand Prix Palmitine Stella, and Bed Sheaths Cycling Ewell Oil, Royal Castle, New Palmitine, and Palmitine Star Lights; Brown Cymbia Cream, and Colza Toilet Soaps. Gas Engine and other Lubricating Oils. Grand's absolutely are Price's Soaps and Candles are stocked by all Grocers and Storekeepers in the Wairarapa district. — [564, 1081, 688, 1370]
score-cell: 102 — [269, 1183, 281, 1193]
score-cell: 25 — [222, 1219, 230, 1229]
shooter-name: F. Wilton — [154, 1246, 182, 1256]
scores-table — [151, 1174, 284, 1309]
score-cell: 20 — [205, 1291, 213, 1301]
party-name: Labour Members — [511, 201, 578, 211]
scores-header-cell: 300 — [201, 1174, 213, 1184]
score-cell: 18 — [239, 1273, 248, 1283]
subhead: LORD KITCHENER'S VIEWS. — [8, 94, 142, 104]
score-cell: 8 — [260, 1210, 264, 1220]
headline-bush-show: BUSH DISTRICTS A. AND P. SHOW. — [707, 32, 820, 82]
subhead: AUCTIONEERS' MEMORANDA. — [589, 1008, 663, 1030]
advertisement-tablets: Sleeplessness frequently arises from the liver. If the liver is out of order it affects the nerves, and if your nerves are in any way affected you cannot sleep. Do not resort to narcotics; a course of Chamberlain's Tablets will set your liver right, and you will soon enjoy refreshing sleep. For sale by all chemists and storekeepers. — [8, 1448, 142, 1542]
article-body: Two officers and the crew of the Norwegian barque Amicus arrived to-day, and report that she struck a reef in Bepsil Harbour. The barque was loaded with copra, and was bound for Hamburg. A gang was employed unloading her, when she caught fire, presumably from an explosion among the cargo in the hold. She was completely gutted. One of the crew, Peter Hnaven, disappeared on the voyage. — [564, 874, 688, 999]
dateline: Received January 26, 8.55 a.m. VIENNA, January 25. — [163, 514, 272, 536]
subhead: SEDITIOUS LITERATURE MUST BE SUPPRESSED. — [300, 105, 419, 126]
dateline: Received January 26, 9.55 a.m. BERLIN January 25. — [305, 472, 414, 494]
